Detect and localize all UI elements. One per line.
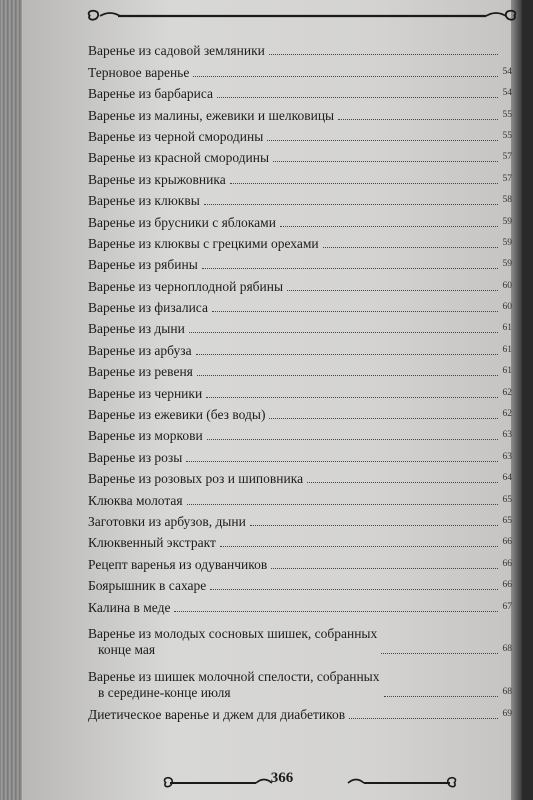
toc-entry-page: 68: [502, 644, 512, 655]
dot-leader: [210, 589, 498, 590]
dot-leader: [323, 247, 498, 248]
toc-entry: [88, 594, 512, 615]
toc-entry-page: 60: [502, 280, 512, 291]
dot-leader: [273, 161, 498, 162]
toc-entry-title: Варенье из клюквы с грецкими орехами: [88, 235, 319, 251]
dot-leader: [174, 611, 498, 612]
toc-entry: [88, 145, 512, 166]
dot-leader: [206, 397, 498, 398]
toc-entry-page: 60: [502, 302, 512, 313]
toc-entry: [88, 573, 512, 594]
toc-entry-page: 59: [502, 259, 512, 270]
toc-entry-title: Варенье из ежевики (без воды): [88, 407, 266, 423]
toc-entry-page: 62: [502, 409, 512, 420]
toc-entry-title: Варенье из черноплодной рябины: [88, 278, 284, 294]
toc-entry-title: Варенье из красной смородины: [88, 150, 270, 166]
bottom-ornament: [160, 772, 460, 794]
toc-entry-title: Варенье из рябины: [88, 257, 198, 273]
dot-leader: [250, 525, 498, 526]
toc-entry: [88, 616, 512, 659]
dot-leader: [269, 418, 498, 419]
toc-entry-page: 55: [502, 130, 512, 141]
toc-entry-title: Варенье из черники: [88, 385, 203, 401]
toc-entry-title: Варенье из клюквы: [88, 193, 200, 209]
toc-entry-title-line1: Варенье из шишек молочной спелости, собранных: [88, 669, 380, 685]
toc-entry-title: Варенье из брусники с яблоками: [88, 214, 276, 230]
dot-leader: [220, 546, 498, 547]
dot-leader: [338, 119, 498, 120]
dot-leader: [271, 568, 498, 569]
toc-entry-title: [88, 669, 380, 701]
toc-entry-page: 57: [502, 173, 512, 184]
toc-entry-page: 68: [502, 687, 512, 698]
dot-leader: [186, 461, 498, 462]
toc-entry-title-line2: конце мая: [98, 642, 156, 658]
toc-entry: [88, 231, 512, 252]
toc-entry-title: Клюквенный экстракт: [88, 535, 216, 551]
toc-entry: [88, 209, 512, 230]
toc-entry-title: Варенье из моркови: [88, 428, 203, 444]
dot-leader: [267, 140, 498, 141]
toc-entry-page: 59: [502, 216, 512, 227]
toc-entry-page: 63: [502, 430, 512, 441]
toc-entry-page: 66: [502, 537, 512, 548]
toc-entry-page: 61: [502, 323, 512, 334]
toc-entry-page: 59: [502, 237, 512, 248]
dot-leader: [307, 482, 498, 483]
toc-entry-page: 69: [502, 708, 512, 719]
toc-entry: [88, 658, 512, 701]
toc-entry-page: 67: [502, 601, 512, 612]
page-edge-shadow: [511, 0, 522, 800]
dot-leader: [193, 76, 498, 77]
toc-entry-page: 65: [502, 494, 512, 505]
toc-entry: [88, 124, 512, 145]
dot-leader: [381, 653, 498, 654]
toc-entry-page: 66: [502, 558, 512, 569]
toc-entry-page: 61: [502, 366, 512, 377]
toc-entry: [88, 551, 512, 572]
toc-entry: [88, 252, 512, 273]
toc-entry-title: Варенье из черной смородины: [88, 128, 264, 144]
dot-leader: [202, 268, 498, 269]
toc-entry-title: Варенье из ревеня: [88, 364, 193, 380]
top-ornament: [82, 6, 522, 24]
toc-entry: [88, 444, 512, 465]
toc-entry: [88, 273, 512, 294]
dot-leader: [280, 226, 498, 227]
toc-entry: [88, 166, 512, 187]
toc-entry-page: 65: [502, 515, 512, 526]
dot-leader: [269, 54, 498, 55]
toc-entry: [88, 530, 512, 551]
toc-entry-title: Варенье из малины, ежевики и шелковицы: [88, 107, 335, 123]
toc-entry: [88, 380, 512, 401]
toc-entry-title: Рецепт варенья из одуванчиков: [88, 556, 268, 572]
toc-entry-page: 54: [502, 66, 512, 77]
toc-entry-page: 57: [502, 152, 512, 163]
toc-entry: [88, 81, 512, 102]
toc-entry-title: Варенье из крыжовника: [88, 171, 226, 187]
dot-leader: [230, 183, 498, 184]
toc-entry: [88, 466, 512, 487]
toc-entry-title: Варенье из садовой земляники: [88, 43, 265, 59]
book-spine: [0, 0, 22, 800]
toc-entry: [88, 337, 512, 358]
dot-leader: [287, 290, 498, 291]
dot-leader: [197, 375, 498, 376]
toc-entry-page: 54: [502, 88, 512, 99]
toc-entry: [88, 423, 512, 444]
toc-entry-page: 64: [502, 473, 512, 484]
page-number: 366: [270, 770, 294, 786]
toc-entry: [88, 295, 512, 316]
toc-entry-page: 62: [502, 387, 512, 398]
toc-entry-title: [88, 626, 377, 658]
toc-entry: [88, 701, 512, 722]
dot-leader: [217, 97, 498, 98]
toc-entry: [88, 487, 512, 508]
toc-entry-title: Калина в меде: [88, 599, 171, 615]
dot-leader: [204, 204, 498, 205]
dot-leader: [384, 696, 499, 697]
dot-leader: [187, 504, 498, 505]
toc-entry-title-line2: в середине-конце июля: [98, 685, 231, 701]
toc-entry-title: Варенье из физалиса: [88, 300, 208, 316]
toc-entry: [88, 102, 512, 123]
toc-entry: [88, 59, 512, 80]
dot-leader: [196, 354, 498, 355]
toc-entry-title: Варенье из арбуза: [88, 342, 192, 358]
toc-entry-title: Терновое варенье: [88, 64, 190, 80]
toc-entry-title: Клюква молотая: [88, 492, 183, 508]
dot-leader: [212, 311, 498, 312]
table-of-contents: [88, 38, 512, 723]
toc-entry-title: Варенье из барбариса: [88, 86, 214, 102]
toc-entry-title-line1: Варенье из молодых сосновых шишек, собранных: [88, 626, 378, 642]
toc-entry-title: Варенье из розы: [88, 449, 183, 465]
toc-entry: [88, 188, 512, 209]
toc-entry-title: Боярышник в сахаре: [88, 578, 207, 594]
toc-entry-title: Варенье из дыни: [88, 321, 185, 337]
toc-entry: [88, 359, 512, 380]
dot-leader: [349, 718, 498, 719]
toc-entry: [88, 402, 512, 423]
dot-leader: [189, 332, 498, 333]
toc-entry-page: 55: [502, 109, 512, 120]
toc-entry: [88, 38, 512, 59]
toc-entry: [88, 316, 512, 337]
toc-entry-page: 58: [502, 195, 512, 206]
toc-entry-title: Диетическое варенье и джем для диабетиков: [88, 706, 346, 722]
toc-entry: [88, 509, 512, 530]
toc-entry-page: 66: [502, 580, 512, 591]
toc-entry-page: 63: [502, 451, 512, 462]
toc-entry-title: Варенье из розовых роз и шиповника: [88, 471, 304, 487]
toc-entry-title: Заготовки из арбузов, дыни: [88, 513, 246, 529]
dot-leader: [207, 439, 498, 440]
toc-entry-page: 61: [502, 344, 512, 355]
